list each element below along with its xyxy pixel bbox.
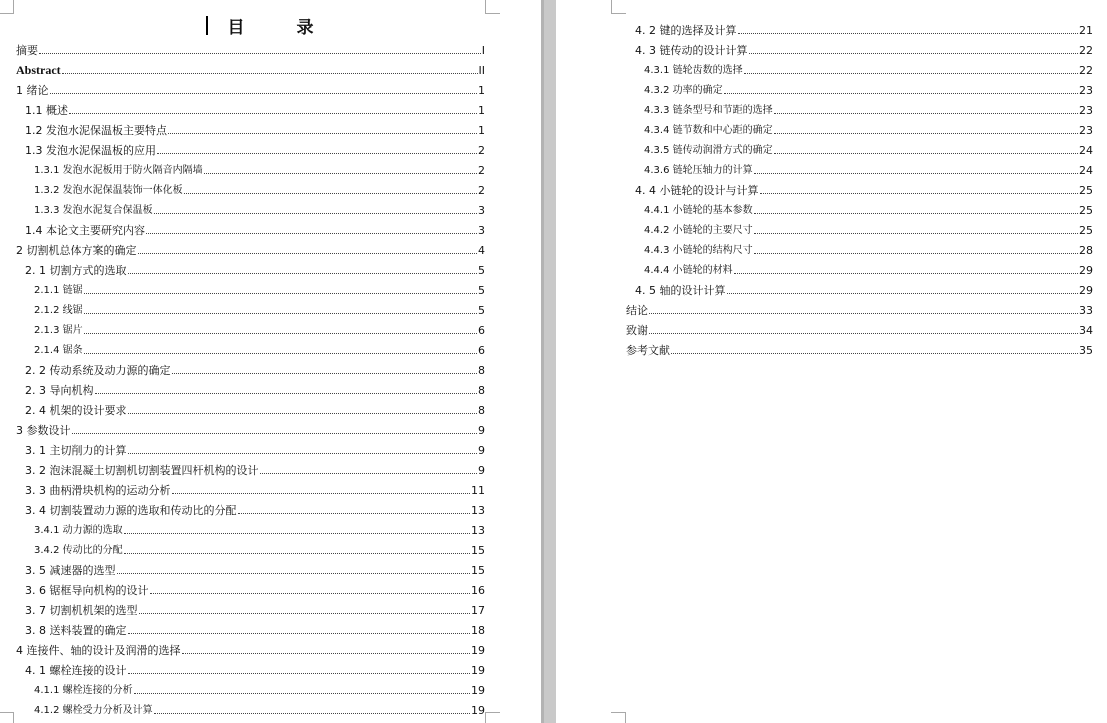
toc-leader-dots bbox=[128, 673, 471, 674]
toc-entry[interactable] bbox=[626, 97, 1093, 117]
crop-mark bbox=[0, 0, 14, 14]
toc-entry[interactable] bbox=[16, 457, 485, 477]
toc-entry[interactable] bbox=[626, 237, 1093, 257]
toc-entry-label: 2.1.1 链锯 bbox=[34, 285, 83, 296]
toc-entry[interactable] bbox=[16, 357, 485, 377]
toc-entry-page: 23 bbox=[1079, 104, 1093, 117]
toc-entry[interactable] bbox=[16, 597, 485, 617]
toc-entry[interactable] bbox=[16, 677, 485, 697]
toc-leader-dots bbox=[260, 473, 478, 474]
toc-entry-page: 8 bbox=[478, 384, 485, 397]
toc-entry-label: 2.1.2 线锯 bbox=[34, 305, 83, 316]
toc-entry[interactable] bbox=[16, 197, 485, 217]
toc-entry-page: 11 bbox=[471, 484, 485, 497]
toc-entry[interactable] bbox=[16, 557, 485, 577]
toc-entry[interactable] bbox=[16, 397, 485, 417]
toc-leader-dots bbox=[744, 73, 1078, 74]
page-gutter bbox=[541, 0, 556, 723]
toc-entry-label: 结论 bbox=[626, 304, 648, 317]
toc-entry-label: 3. 4 切割装置动力源的选取和传动比的分配 bbox=[25, 504, 237, 517]
toc-entry[interactable] bbox=[16, 117, 485, 137]
crop-mark bbox=[485, 0, 500, 14]
toc-entry-page: 34 bbox=[1079, 324, 1093, 337]
toc-entry-page: 19 bbox=[471, 704, 485, 717]
toc-entry-label: 4. 2 键的选择及计算 bbox=[635, 24, 737, 37]
toc-entry[interactable] bbox=[626, 37, 1093, 57]
toc-entry-page: 22 bbox=[1079, 64, 1093, 77]
toc-title-char: 录 bbox=[296, 18, 314, 38]
toc-leader-dots bbox=[72, 433, 478, 434]
toc-leader-dots bbox=[139, 613, 471, 614]
toc-entry-page: 25 bbox=[1079, 204, 1093, 217]
toc-entry[interactable] bbox=[16, 437, 485, 457]
toc-entry-page: 5 bbox=[478, 264, 485, 277]
toc-leader-dots bbox=[749, 53, 1079, 54]
toc-leader-dots bbox=[84, 313, 477, 314]
toc-list-right bbox=[626, 17, 1093, 357]
toc-entry-label: 1.3 发泡水泥保温板的应用 bbox=[25, 144, 156, 157]
toc-entry-page: 2 bbox=[478, 184, 485, 197]
toc-entry-label: 摘要 bbox=[16, 44, 38, 57]
toc-entry[interactable] bbox=[16, 217, 485, 237]
toc-leader-dots bbox=[774, 113, 1078, 114]
toc-entry-page: 8 bbox=[478, 364, 485, 377]
toc-leader-dots bbox=[134, 693, 470, 694]
toc-entry-page: I bbox=[481, 44, 485, 57]
toc-entry[interactable] bbox=[16, 497, 485, 517]
toc-leader-dots bbox=[774, 153, 1078, 154]
toc-entry-label: 3.4.2 传动比的分配 bbox=[34, 545, 123, 556]
toc-entry-page: 23 bbox=[1079, 84, 1093, 97]
toc-entry[interactable] bbox=[16, 77, 485, 97]
toc-entry[interactable] bbox=[16, 697, 485, 717]
toc-entry-page: 6 bbox=[478, 324, 485, 337]
toc-entry[interactable] bbox=[16, 317, 485, 337]
toc-entry[interactable] bbox=[626, 177, 1093, 197]
toc-entry[interactable] bbox=[16, 477, 485, 497]
toc-entry-label: 3. 7 切割机机架的选型 bbox=[25, 604, 138, 617]
toc-entry-page: 33 bbox=[1079, 304, 1093, 317]
toc-entry-page: 9 bbox=[478, 444, 485, 457]
toc-entry-label: 4.1.1 螺栓连接的分析 bbox=[34, 685, 133, 696]
toc-leader-dots bbox=[84, 353, 477, 354]
toc-entry-page: 19 bbox=[471, 664, 485, 677]
toc-leader-dots bbox=[150, 593, 471, 594]
toc-entry-page: 19 bbox=[471, 684, 485, 697]
toc-leader-dots bbox=[724, 93, 1078, 94]
toc-leader-dots bbox=[124, 533, 470, 534]
toc-leader-dots bbox=[39, 53, 481, 54]
toc-entry[interactable] bbox=[16, 37, 485, 57]
toc-leader-dots bbox=[760, 193, 1079, 194]
toc-entry[interactable] bbox=[626, 277, 1093, 297]
toc-entry-label: 3. 1 主切削力的计算 bbox=[25, 444, 127, 457]
toc-entry-label: 参考文献 bbox=[626, 344, 670, 357]
toc-entry-label: 3. 2 泡沫混凝土切割机切割装置四杆机构的设计 bbox=[25, 464, 259, 477]
toc-leader-dots bbox=[146, 233, 477, 234]
toc-leader-dots bbox=[754, 173, 1078, 174]
toc-leader-dots bbox=[204, 173, 477, 174]
toc-entry-label: 2 切割机总体方案的确定 bbox=[16, 244, 137, 257]
toc-entry-page: 21 bbox=[1079, 24, 1093, 37]
toc-entry-page: 24 bbox=[1079, 144, 1093, 157]
toc-entry-label: 4 连接件、轴的设计及润滑的选择 bbox=[16, 644, 181, 657]
toc-entry-page: 8 bbox=[478, 404, 485, 417]
toc-leader-dots bbox=[172, 373, 478, 374]
toc-entry-label: 2. 2 传动系统及动力源的确定 bbox=[25, 364, 171, 377]
crop-mark bbox=[485, 712, 500, 723]
toc-entry-page: 22 bbox=[1079, 44, 1093, 57]
toc-entry-label: 1.2 发泡水泥保温板主要特点 bbox=[25, 124, 167, 137]
toc-entry[interactable] bbox=[16, 237, 485, 257]
toc-leader-dots bbox=[182, 653, 471, 654]
toc-entry-label: 4.3.1 链轮齿数的选择 bbox=[644, 65, 743, 76]
toc-entry-page: 28 bbox=[1079, 244, 1093, 257]
toc-entry-page: 23 bbox=[1079, 124, 1093, 137]
toc-entry[interactable] bbox=[16, 57, 485, 77]
toc-entry-label: 2. 3 导向机构 bbox=[25, 384, 94, 397]
toc-entry-label: 1.3.3 发泡水泥复合保温板 bbox=[34, 205, 153, 216]
toc-title-char: 目 bbox=[227, 18, 245, 38]
toc-leader-dots bbox=[128, 273, 478, 274]
toc-entry[interactable] bbox=[626, 297, 1093, 317]
toc-entry[interactable] bbox=[16, 657, 485, 677]
toc-entry[interactable] bbox=[16, 157, 485, 177]
toc-entry-label: 2.1.3 锯片 bbox=[34, 325, 83, 336]
toc-leader-dots bbox=[154, 713, 470, 714]
toc-entry-page: 2 bbox=[478, 164, 485, 177]
toc-entry[interactable] bbox=[16, 257, 485, 277]
document-page-left bbox=[0, 0, 541, 723]
toc-entry-page: 1 bbox=[478, 104, 485, 117]
toc-entry-label: 4.3.3 链条型号和节距的选择 bbox=[644, 105, 773, 116]
toc-entry-label: 4.3.4 链节数和中心距的确定 bbox=[644, 125, 773, 136]
toc-entry-page: 4 bbox=[478, 244, 485, 257]
toc-entry-label: 3.4.1 动力源的选取 bbox=[34, 525, 123, 536]
toc-entry-label: 4. 5 轴的设计计算 bbox=[635, 284, 726, 297]
toc-entry[interactable] bbox=[16, 277, 485, 297]
toc-leader-dots bbox=[128, 413, 478, 414]
toc-leader-dots bbox=[117, 573, 471, 574]
toc-entry-page: 19 bbox=[471, 644, 485, 657]
toc-entry[interactable] bbox=[626, 217, 1093, 237]
toc-leader-dots bbox=[671, 353, 1078, 354]
toc-entry-label: 4.3.5 链传动润滑方式的确定 bbox=[644, 145, 773, 156]
toc-entry[interactable] bbox=[16, 297, 485, 317]
toc-leader-dots bbox=[168, 133, 477, 134]
toc-leader-dots bbox=[128, 633, 471, 634]
toc-entry-label: 4. 3 链传动的设计计算 bbox=[635, 44, 748, 57]
toc-leader-dots bbox=[649, 333, 1078, 334]
toc-leader-dots bbox=[128, 453, 478, 454]
toc-entry-label: 3. 8 送料装置的确定 bbox=[25, 624, 127, 637]
toc-entry[interactable] bbox=[16, 177, 485, 197]
toc-leader-dots bbox=[84, 333, 477, 334]
toc-entry-page: 24 bbox=[1079, 164, 1093, 177]
toc-entry[interactable] bbox=[626, 77, 1093, 97]
toc-entry-label: 1.4 本论文主要研究内容 bbox=[25, 224, 145, 237]
toc-entry[interactable] bbox=[626, 197, 1093, 217]
toc-entry[interactable] bbox=[626, 137, 1093, 157]
toc-leader-dots bbox=[84, 293, 477, 294]
toc-leader-dots bbox=[754, 233, 1078, 234]
toc-leader-dots bbox=[50, 93, 478, 94]
toc-entry-page: II bbox=[478, 64, 485, 77]
toc-entry-label: 4. 4 小链轮的设计与计算 bbox=[635, 184, 759, 197]
toc-entry-label: 1.1 概述 bbox=[25, 104, 68, 117]
toc-entry-page: 5 bbox=[478, 304, 485, 317]
toc-entry-label: 4.4.1 小链轮的基本参数 bbox=[644, 205, 753, 216]
toc-entry-label: 4.4.2 小链轮的主要尺寸 bbox=[644, 225, 753, 236]
toc-leader-dots bbox=[754, 213, 1078, 214]
toc-entry-page: 13 bbox=[471, 504, 485, 517]
toc-leader-dots bbox=[649, 313, 1078, 314]
toc-entry-page: 5 bbox=[478, 284, 485, 297]
toc-entry-label: 2. 1 切割方式的选取 bbox=[25, 264, 127, 277]
toc-entry-label: 致谢 bbox=[626, 324, 648, 337]
toc-entry[interactable] bbox=[626, 57, 1093, 77]
toc-entry[interactable] bbox=[626, 117, 1093, 137]
toc-entry-page: 35 bbox=[1079, 344, 1093, 357]
toc-entry-page: 15 bbox=[471, 544, 485, 557]
toc-entry-page: 25 bbox=[1079, 224, 1093, 237]
toc-entry[interactable] bbox=[16, 577, 485, 597]
toc-entry[interactable] bbox=[16, 337, 485, 357]
toc-entry[interactable] bbox=[16, 517, 485, 537]
toc-entry-label: 1 绪论 bbox=[16, 84, 49, 97]
toc-entry[interactable] bbox=[626, 257, 1093, 277]
toc-leader-dots bbox=[238, 513, 471, 514]
crop-mark bbox=[0, 712, 14, 723]
toc-leader-dots bbox=[62, 73, 478, 74]
toc-entry[interactable] bbox=[16, 617, 485, 637]
toc-entry-page: 9 bbox=[478, 424, 485, 437]
toc-entry[interactable] bbox=[626, 157, 1093, 177]
toc-entry[interactable] bbox=[16, 417, 485, 437]
toc-entry-label: 1.3.1 发泡水泥板用于防火隔音内隔墙 bbox=[34, 165, 203, 176]
toc-entry-label: 4.1.2 螺栓受力分析及计算 bbox=[34, 705, 153, 716]
toc-entry-label: 4. 1 螺栓连接的设计 bbox=[25, 664, 127, 677]
toc-entry-page: 6 bbox=[478, 344, 485, 357]
toc-entry-page: 16 bbox=[471, 584, 485, 597]
toc-leader-dots bbox=[95, 393, 478, 394]
toc-entry[interactable] bbox=[16, 377, 485, 397]
toc-entry[interactable] bbox=[16, 537, 485, 557]
toc-leader-dots bbox=[754, 253, 1078, 254]
toc-entry-page: 9 bbox=[478, 464, 485, 477]
toc-entry-page: 29 bbox=[1079, 284, 1093, 297]
toc-entry-label: 4.3.6 链轮压轴力的计算 bbox=[644, 165, 753, 176]
toc-leader-dots bbox=[738, 33, 1079, 34]
toc-entry[interactable] bbox=[16, 137, 485, 157]
toc-entry[interactable] bbox=[626, 17, 1093, 37]
toc-list-left bbox=[16, 37, 485, 717]
toc-entry[interactable] bbox=[626, 337, 1093, 357]
toc-leader-dots bbox=[774, 133, 1078, 134]
toc-entry[interactable] bbox=[16, 637, 485, 657]
toc-entry-page: 17 bbox=[471, 604, 485, 617]
toc-title bbox=[0, 13, 541, 39]
toc-leader-dots bbox=[727, 293, 1079, 294]
toc-leader-dots bbox=[124, 553, 470, 554]
crop-mark bbox=[611, 0, 626, 14]
toc-entry-label: Abstract bbox=[16, 63, 61, 77]
toc-entry[interactable] bbox=[16, 97, 485, 117]
toc-entry-page: 2 bbox=[478, 144, 485, 157]
toc-leader-dots bbox=[138, 253, 478, 254]
toc-entry-page: 18 bbox=[471, 624, 485, 637]
toc-leader-dots bbox=[734, 273, 1078, 274]
toc-entry-label: 3 参数设计 bbox=[16, 424, 71, 437]
toc-entry-page: 13 bbox=[471, 524, 485, 537]
toc-entry-page: 3 bbox=[478, 224, 485, 237]
toc-entry[interactable] bbox=[626, 317, 1093, 337]
toc-entry-label: 2. 4 机架的设计要求 bbox=[25, 404, 127, 417]
toc-entry-page: 1 bbox=[478, 124, 485, 137]
toc-entry-label: 2.1.4 锯条 bbox=[34, 345, 83, 356]
toc-leader-dots bbox=[69, 113, 477, 114]
toc-entry-page: 15 bbox=[471, 564, 485, 577]
toc-leader-dots bbox=[172, 493, 471, 494]
toc-leader-dots bbox=[157, 153, 477, 154]
toc-entry-label: 1.3.2 发泡水泥保温装饰一体化板 bbox=[34, 185, 183, 196]
toc-entry-label: 4.3.2 功率的确定 bbox=[644, 85, 723, 96]
toc-leader-dots bbox=[154, 213, 477, 214]
toc-entry-page: 3 bbox=[478, 204, 485, 217]
toc-entry-page: 1 bbox=[478, 84, 485, 97]
document-page-right bbox=[556, 0, 1107, 723]
toc-entry-page: 25 bbox=[1079, 184, 1093, 197]
crop-mark bbox=[611, 712, 626, 723]
toc-entry-label: 3. 3 曲柄滑块机构的运动分析 bbox=[25, 484, 171, 497]
toc-entry-label: 4.4.3 小链轮的结构尺寸 bbox=[644, 245, 753, 256]
toc-entry-page: 29 bbox=[1079, 264, 1093, 277]
toc-entry-label: 3. 6 锯框导向机构的设计 bbox=[25, 584, 149, 597]
toc-leader-dots bbox=[184, 193, 477, 194]
toc-entry-label: 4.4.4 小链轮的材料 bbox=[644, 265, 733, 276]
toc-entry-label: 3. 5 减速器的选型 bbox=[25, 564, 116, 577]
